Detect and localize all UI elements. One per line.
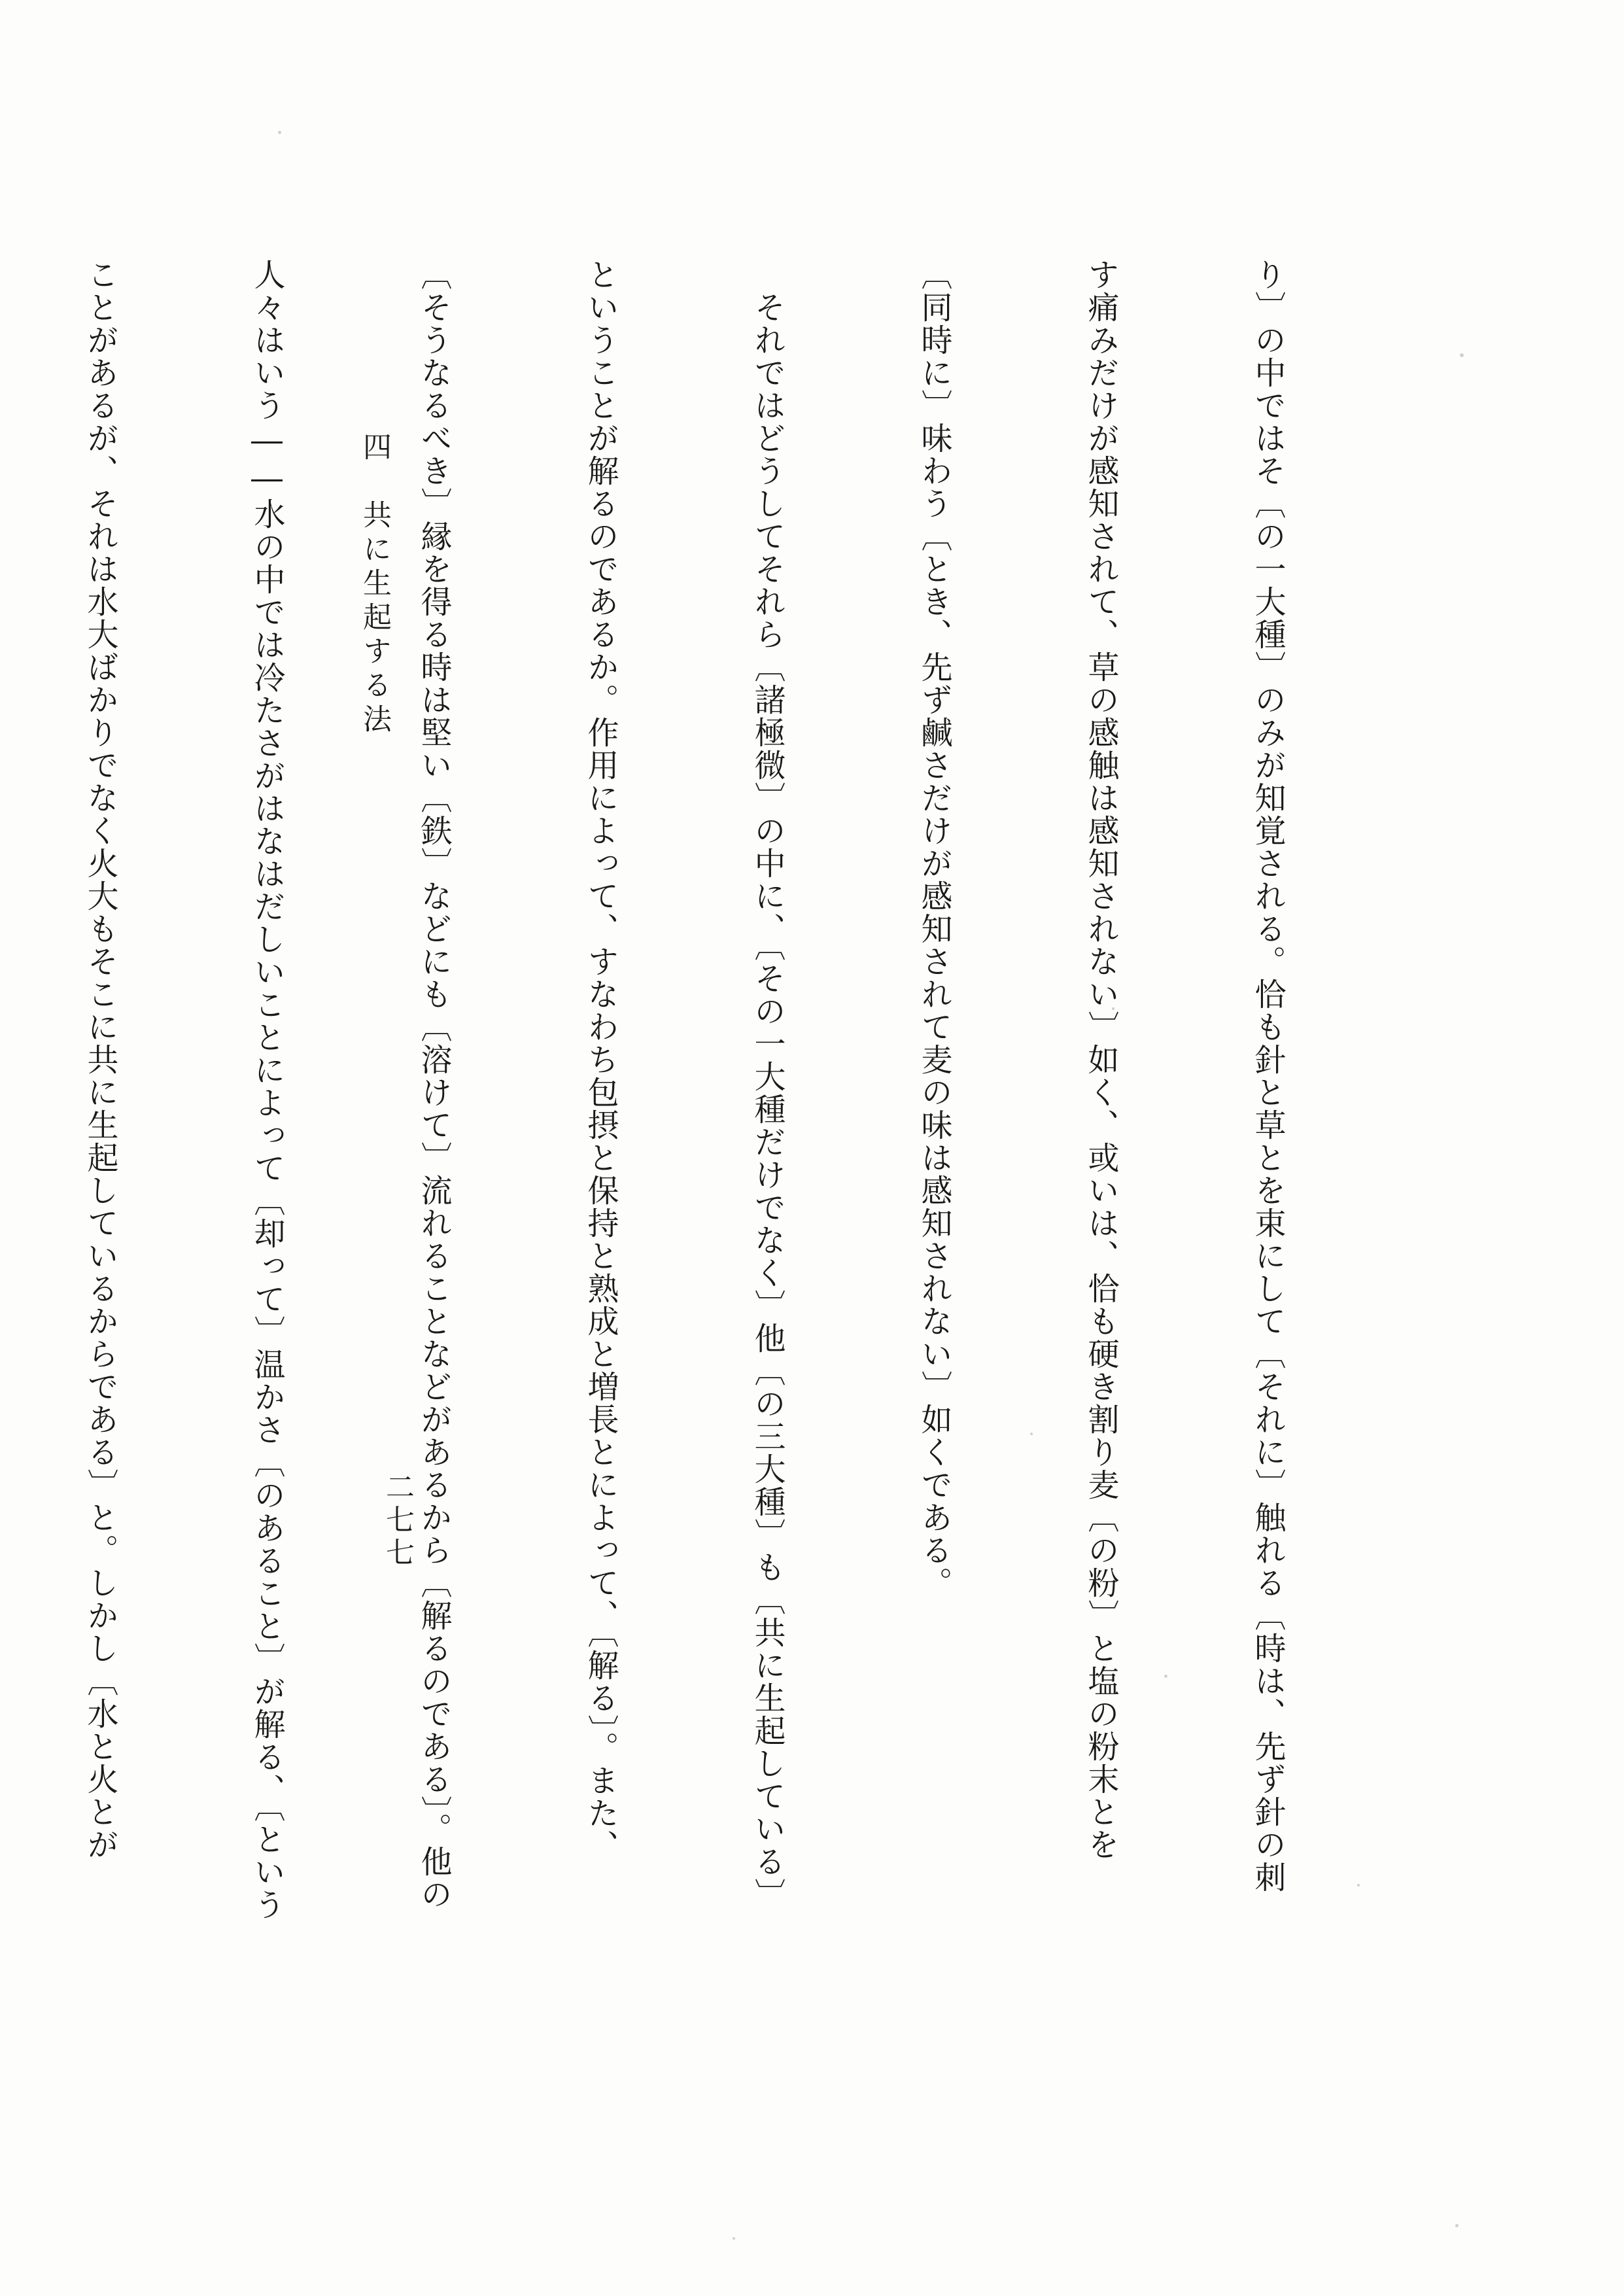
- scan-speck: [733, 2237, 735, 2240]
- text-line-1: り〕の中ではそ〔の一大種〕のみが知覚される。恰も針と草とを束にして〔それに〕触れる〔時は、先ず針の刺: [1249, 258, 1286, 1894]
- text-line-3: 〔同時に〕味わう〔とき、先ず鹹さだけが感知されて麦の味は感知されない〕如くである。: [916, 258, 952, 1599]
- text-line-4: それではどうしてそれら〔諸極微〕の中に、〔その一大種だけでなく〕他〔の三大種〕も〔共に生起している〕: [749, 258, 786, 1911]
- text-line-7: 人々はいう――水の中では冷たさがはなはだしいことによって〔却って〕温かさ〔のあること〕が解る、〔という: [249, 258, 285, 1921]
- text-line-8: ことがあるが、それは水大ばかりでなく火大もそこに共に生起しているからである〕と。しかし〔水と火とが: [82, 258, 118, 1861]
- running-footer-title: 四 共に生起する法: [358, 432, 391, 738]
- scan-speck: [1455, 2224, 1459, 2227]
- page-number: 二七七: [381, 1472, 414, 1570]
- text-line-6: 〔そうなるべき〕縁を得る時は堅い〔鉄〕などにも〔溶けて〕流れることなどがあるから〔解るのである〕。他の: [415, 258, 452, 1911]
- scan-speck: [1357, 1884, 1360, 1887]
- text-line-2: す痛みだけが感知されて、草の感触は感知されない〕如く、或いは、恰も硬き割り麦〔の粉〕と塩の粉末とを: [1082, 258, 1119, 1861]
- scan-speck: [278, 131, 281, 134]
- text-line-5: ということが解るのであるか。作用によって、すなわち包摂と保持と熟成と増長とによって、〔解る〕。また、: [582, 258, 619, 1862]
- scan-speck: [1460, 353, 1464, 357]
